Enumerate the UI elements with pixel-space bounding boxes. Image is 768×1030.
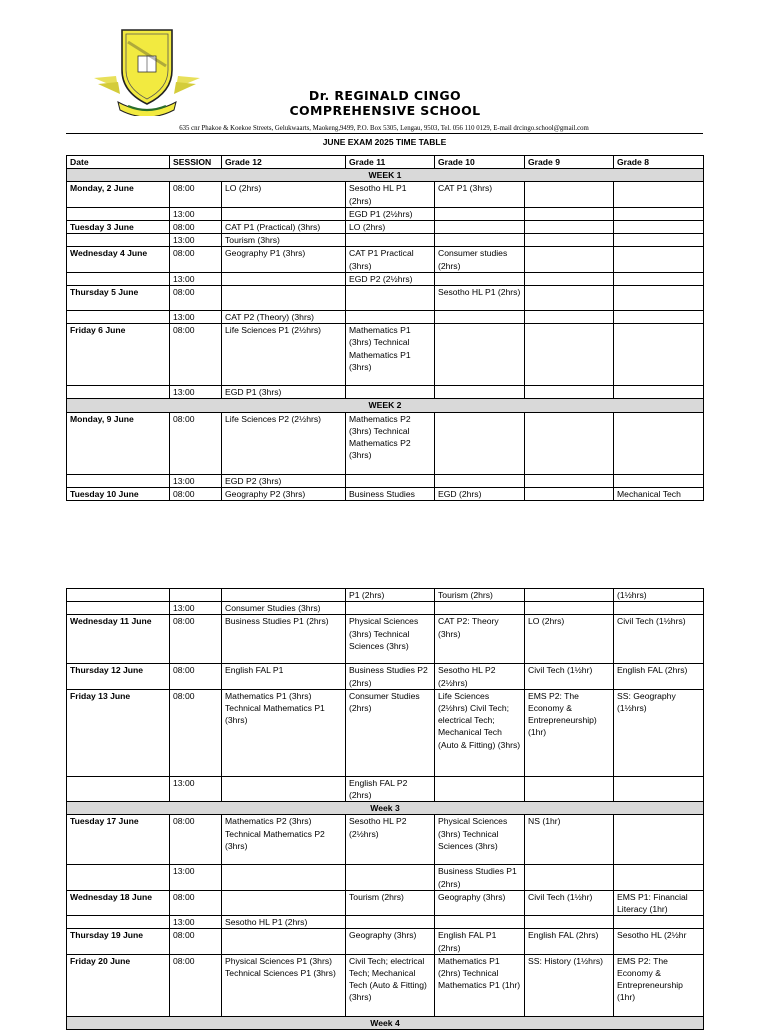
session-cell: 13:00 bbox=[170, 865, 222, 890]
subject-cell: EGD P1 (3hrs) bbox=[222, 386, 346, 399]
subject-cell bbox=[222, 776, 346, 801]
subject-cell: English FAL (2hrs) bbox=[614, 664, 704, 689]
subject-cell bbox=[222, 589, 346, 602]
school-letterhead bbox=[0, 0, 768, 150]
subject-cell: Geography P1 (3hrs) bbox=[222, 247, 346, 272]
date-cell: Monday, 9 June bbox=[67, 412, 170, 474]
subject-cell bbox=[435, 386, 525, 399]
subject-cell bbox=[435, 324, 525, 386]
week-label: WEEK 1 bbox=[67, 169, 704, 182]
timetable-page1 bbox=[66, 155, 704, 501]
session-cell: 08:00 bbox=[170, 221, 222, 234]
subject-cell bbox=[435, 234, 525, 247]
subject-cell bbox=[346, 311, 435, 324]
subject-cell bbox=[614, 474, 704, 487]
session-cell: 08:00 bbox=[170, 247, 222, 272]
subject-cell: Mathematics P1 (3hrs) Technical Mathematics P1 (3hrs) bbox=[222, 689, 346, 776]
subject-cell: LO (2hrs) bbox=[222, 182, 346, 207]
session-cell: 13:00 bbox=[170, 602, 222, 615]
subject-cell: English FAL (2hrs) bbox=[525, 929, 614, 954]
session-cell: 08:00 bbox=[170, 689, 222, 776]
date-cell bbox=[67, 602, 170, 615]
subject-cell bbox=[435, 776, 525, 801]
subject-cell: LO (2hrs) bbox=[525, 615, 614, 664]
subject-cell bbox=[435, 311, 525, 324]
date-cell bbox=[67, 311, 170, 324]
subject-cell: Sesotho HL P1 (2hrs) bbox=[346, 182, 435, 207]
subject-cell: Physical Sciences (3hrs) Technical Sciences (3hrs) bbox=[346, 615, 435, 664]
session-cell: 13:00 bbox=[170, 776, 222, 801]
subject-cell: SS: Geography (1½hrs) bbox=[614, 689, 704, 776]
week-label: Week 3 bbox=[67, 802, 704, 815]
table-row bbox=[67, 890, 704, 915]
subject-cell: Civil Tech; electrical Tech; Mechanical Tech (Auto & Fitting) (3hrs) bbox=[346, 954, 435, 1016]
subject-cell bbox=[525, 234, 614, 247]
subject-cell bbox=[614, 247, 704, 272]
table-row bbox=[67, 916, 704, 929]
school-name-line1: Dr. REGINALD CINGO bbox=[308, 88, 462, 103]
subject-cell: CAT P2: Theory (3hrs) bbox=[435, 615, 525, 664]
header-divider bbox=[66, 133, 703, 134]
session-cell: 08:00 bbox=[170, 664, 222, 689]
subject-cell: Sesotho HL P1 (2hrs) bbox=[435, 286, 525, 311]
subject-cell: Consumer Studies (2hrs) bbox=[346, 689, 435, 776]
subject-cell bbox=[346, 865, 435, 890]
subject-cell bbox=[614, 221, 704, 234]
session-cell: 13:00 bbox=[170, 207, 222, 220]
subject-cell bbox=[525, 386, 614, 399]
table-row bbox=[67, 311, 704, 324]
subject-cell bbox=[346, 286, 435, 311]
week-label: WEEK 2 bbox=[67, 399, 704, 412]
session-cell: 08:00 bbox=[170, 815, 222, 865]
subject-cell bbox=[222, 207, 346, 220]
school-address: 635 cnr Phakoe & Koekoe Streets, Gelukwaarts, Maokeng,9499, P.O. Box 5305, Lengau, 9503, Tel. 056 110 0129, E-mail drcingo.school@gmail.com bbox=[179, 125, 589, 132]
date-cell: Friday 13 June bbox=[67, 689, 170, 776]
subject-cell bbox=[346, 916, 435, 929]
subject-cell: English FAL P2 (2hrs) bbox=[346, 776, 435, 801]
subject-cell: Mechanical Tech bbox=[614, 487, 704, 500]
table-row bbox=[67, 487, 704, 500]
subject-cell bbox=[525, 602, 614, 615]
subject-cell bbox=[614, 324, 704, 386]
table-row bbox=[67, 865, 704, 890]
subject-cell: P1 (2hrs) bbox=[346, 589, 435, 602]
date-cell bbox=[67, 207, 170, 220]
subject-cell bbox=[525, 412, 614, 474]
timetable-page2 bbox=[66, 588, 704, 1030]
subject-cell bbox=[346, 474, 435, 487]
subject-cell bbox=[614, 602, 704, 615]
table-row bbox=[67, 929, 704, 954]
subject-cell bbox=[525, 272, 614, 285]
subject-cell: Business Studies P2 (2hrs) bbox=[346, 664, 435, 689]
column-header: Grade 11 bbox=[346, 156, 435, 169]
subject-cell: EGD P2 (2½hrs) bbox=[346, 272, 435, 285]
subject-cell: EGD P2 (3hrs) bbox=[222, 474, 346, 487]
table-row bbox=[67, 182, 704, 207]
column-header: Grade 8 bbox=[614, 156, 704, 169]
subject-cell: CAT P1 (3hrs) bbox=[435, 182, 525, 207]
date-cell: Tuesday 3 June bbox=[67, 221, 170, 234]
school-name-line2: COMPREHENSIVE SCHOOL bbox=[289, 103, 481, 118]
session-cell: 08:00 bbox=[170, 929, 222, 954]
subject-cell bbox=[614, 412, 704, 474]
session-cell: 13:00 bbox=[170, 474, 222, 487]
week-heading-row bbox=[67, 399, 704, 412]
date-cell: Wednesday 4 June bbox=[67, 247, 170, 272]
subject-cell: Life Sciences P2 (2½hrs) bbox=[222, 412, 346, 474]
subject-cell bbox=[435, 916, 525, 929]
subject-cell: Business Studies bbox=[346, 487, 435, 500]
subject-cell bbox=[525, 589, 614, 602]
column-header: SESSION bbox=[170, 156, 222, 169]
date-cell bbox=[67, 386, 170, 399]
subject-cell: Tourism (2hrs) bbox=[435, 589, 525, 602]
subject-cell: Tourism (2hrs) bbox=[346, 890, 435, 915]
header-row bbox=[67, 156, 704, 169]
subject-cell bbox=[525, 207, 614, 220]
subject-cell bbox=[435, 272, 525, 285]
subject-cell: Geography (3hrs) bbox=[435, 890, 525, 915]
session-cell: 08:00 bbox=[170, 890, 222, 915]
subject-cell bbox=[614, 386, 704, 399]
session-cell: 13:00 bbox=[170, 234, 222, 247]
subject-cell: Sesotho HL P2 (2½hrs) bbox=[435, 664, 525, 689]
subject-cell bbox=[614, 865, 704, 890]
session-cell: 08:00 bbox=[170, 182, 222, 207]
subject-cell: Mathematics P2 (3hrs) Technical Mathematics P2 (3hrs) bbox=[346, 412, 435, 474]
subject-cell bbox=[614, 234, 704, 247]
table-row bbox=[67, 474, 704, 487]
subject-cell bbox=[525, 221, 614, 234]
subject-cell: Physical Sciences P1 (3hrs) Technical Sciences P1 (3hrs) bbox=[222, 954, 346, 1016]
subject-cell: Sesotho HL P2 (2½hrs) bbox=[346, 815, 435, 865]
table-row bbox=[67, 207, 704, 220]
subject-cell: LO (2hrs) bbox=[346, 221, 435, 234]
subject-cell: CAT P1 Practical (3hrs) bbox=[346, 247, 435, 272]
subject-cell: Physical Sciences (3hrs) Technical Sciences (3hrs) bbox=[435, 815, 525, 865]
subject-cell: Sesotho HL (2½hr bbox=[614, 929, 704, 954]
date-cell: Friday 6 June bbox=[67, 324, 170, 386]
date-cell: Tuesday 17 June bbox=[67, 815, 170, 865]
subject-cell bbox=[614, 916, 704, 929]
session-cell: 13:00 bbox=[170, 311, 222, 324]
table-row bbox=[67, 247, 704, 272]
subject-cell bbox=[525, 324, 614, 386]
subject-cell bbox=[614, 311, 704, 324]
subject-cell: Life Sciences (2½hrs) Civil Tech; electrical Tech; Mechanical Tech (Auto & Fitting) (3hrs) bbox=[435, 689, 525, 776]
subject-cell bbox=[614, 207, 704, 220]
table-row bbox=[67, 954, 704, 1016]
session-cell: 13:00 bbox=[170, 386, 222, 399]
session-cell bbox=[170, 589, 222, 602]
subject-cell: EMS P2: The Economy & Entrepreneurship (1hr) bbox=[614, 954, 704, 1016]
subject-cell bbox=[525, 916, 614, 929]
subject-cell: NS (1hr) bbox=[525, 815, 614, 865]
session-cell: 08:00 bbox=[170, 615, 222, 664]
date-cell bbox=[67, 474, 170, 487]
table-row bbox=[67, 589, 704, 602]
subject-cell: Business Studies P1 (2hrs) bbox=[435, 865, 525, 890]
week-heading-row bbox=[67, 1016, 704, 1029]
subject-cell bbox=[525, 776, 614, 801]
subject-cell bbox=[614, 776, 704, 801]
date-cell: Thursday 12 June bbox=[67, 664, 170, 689]
subject-cell bbox=[222, 890, 346, 915]
table-row bbox=[67, 272, 704, 285]
subject-cell bbox=[222, 286, 346, 311]
subject-cell bbox=[222, 865, 346, 890]
session-cell: 08:00 bbox=[170, 286, 222, 311]
date-cell: Thursday 19 June bbox=[67, 929, 170, 954]
date-cell bbox=[67, 234, 170, 247]
subject-cell bbox=[435, 207, 525, 220]
subject-cell: CAT P2 (Theory) (3hrs) bbox=[222, 311, 346, 324]
timetable-title: JUNE EXAM 2025 TIME TABLE bbox=[322, 137, 447, 147]
subject-cell: Consumer studies (2hrs) bbox=[435, 247, 525, 272]
subject-cell bbox=[525, 311, 614, 324]
subject-cell bbox=[614, 272, 704, 285]
table-row bbox=[67, 815, 704, 865]
subject-cell: Business Studies P1 (2hrs) bbox=[222, 615, 346, 664]
table-row bbox=[67, 664, 704, 689]
subject-cell: Geography (3hrs) bbox=[346, 929, 435, 954]
date-cell bbox=[67, 589, 170, 602]
column-header: Grade 10 bbox=[435, 156, 525, 169]
subject-cell bbox=[435, 412, 525, 474]
subject-cell: EGD P1 (2½hrs) bbox=[346, 207, 435, 220]
subject-cell: Civil Tech (1½hr) bbox=[525, 890, 614, 915]
subject-cell: English FAL P1 (2hrs) bbox=[435, 929, 525, 954]
subject-cell bbox=[435, 602, 525, 615]
date-cell bbox=[67, 776, 170, 801]
subject-cell: EMS P1: Financial Literacy (1hr) bbox=[614, 890, 704, 915]
subject-cell bbox=[435, 221, 525, 234]
session-cell: 08:00 bbox=[170, 487, 222, 500]
school-name bbox=[230, 88, 540, 118]
subject-cell bbox=[346, 386, 435, 399]
table-row bbox=[67, 286, 704, 311]
week-heading-row bbox=[67, 802, 704, 815]
subject-cell: Consumer Studies (3hrs) bbox=[222, 602, 346, 615]
subject-cell bbox=[435, 474, 525, 487]
subject-cell: EGD (2hrs) bbox=[435, 487, 525, 500]
date-cell: Wednesday 18 June bbox=[67, 890, 170, 915]
subject-cell bbox=[525, 247, 614, 272]
date-cell: Wednesday 11 June bbox=[67, 615, 170, 664]
subject-cell: Tourism (3hrs) bbox=[222, 234, 346, 247]
school-crest-logo bbox=[88, 26, 206, 116]
subject-cell bbox=[614, 286, 704, 311]
session-cell: 13:00 bbox=[170, 272, 222, 285]
subject-cell: English FAL P1 bbox=[222, 664, 346, 689]
week-label: Week 4 bbox=[67, 1016, 704, 1029]
subject-cell: Mathematics P2 (3hrs) Technical Mathematics P2 (3hrs) bbox=[222, 815, 346, 865]
subject-cell bbox=[525, 474, 614, 487]
subject-cell: CAT P1 (Practical) (3hrs) bbox=[222, 221, 346, 234]
subject-cell: Civil Tech (1½hr) bbox=[525, 664, 614, 689]
table-row bbox=[67, 776, 704, 801]
subject-cell bbox=[525, 182, 614, 207]
subject-cell bbox=[614, 815, 704, 865]
subject-cell: Life Sciences P1 (2½hrs) bbox=[222, 324, 346, 386]
subject-cell: Civil Tech (1½hrs) bbox=[614, 615, 704, 664]
date-cell: Monday, 2 June bbox=[67, 182, 170, 207]
table-row bbox=[67, 234, 704, 247]
table-row bbox=[67, 689, 704, 776]
subject-cell: SS: History (1½hrs) bbox=[525, 954, 614, 1016]
subject-cell bbox=[525, 286, 614, 311]
subject-cell: EMS P2: The Economy & Entrepreneurship) (1hr) bbox=[525, 689, 614, 776]
subject-cell: (1½hrs) bbox=[614, 589, 704, 602]
session-cell: 13:00 bbox=[170, 916, 222, 929]
subject-cell bbox=[525, 865, 614, 890]
date-cell: Thursday 5 June bbox=[67, 286, 170, 311]
column-header: Grade 9 bbox=[525, 156, 614, 169]
subject-cell: Sesotho HL P1 (2hrs) bbox=[222, 916, 346, 929]
subject-cell bbox=[614, 182, 704, 207]
subject-cell: Geography P2 (3hrs) bbox=[222, 487, 346, 500]
table-row bbox=[67, 412, 704, 474]
subject-cell bbox=[525, 487, 614, 500]
date-cell bbox=[67, 865, 170, 890]
session-cell: 08:00 bbox=[170, 324, 222, 386]
subject-cell bbox=[346, 234, 435, 247]
column-header: Date bbox=[67, 156, 170, 169]
table-row bbox=[67, 602, 704, 615]
table-row bbox=[67, 386, 704, 399]
column-header: Grade 12 bbox=[222, 156, 346, 169]
session-cell: 08:00 bbox=[170, 412, 222, 474]
date-cell: Tuesday 10 June bbox=[67, 487, 170, 500]
subject-cell bbox=[222, 272, 346, 285]
table-row bbox=[67, 615, 704, 664]
date-cell: Friday 20 June bbox=[67, 954, 170, 1016]
table-row bbox=[67, 221, 704, 234]
date-cell bbox=[67, 272, 170, 285]
subject-cell: Mathematics P1 (2hrs) Technical Mathematics P1 (1hr) bbox=[435, 954, 525, 1016]
subject-cell bbox=[222, 929, 346, 954]
subject-cell bbox=[346, 602, 435, 615]
subject-cell: Mathematics P1 (3hrs) Technical Mathematics P1 (3hrs) bbox=[346, 324, 435, 386]
week-heading-row bbox=[67, 169, 704, 182]
date-cell bbox=[67, 916, 170, 929]
session-cell: 08:00 bbox=[170, 954, 222, 1016]
table-row bbox=[67, 324, 704, 386]
